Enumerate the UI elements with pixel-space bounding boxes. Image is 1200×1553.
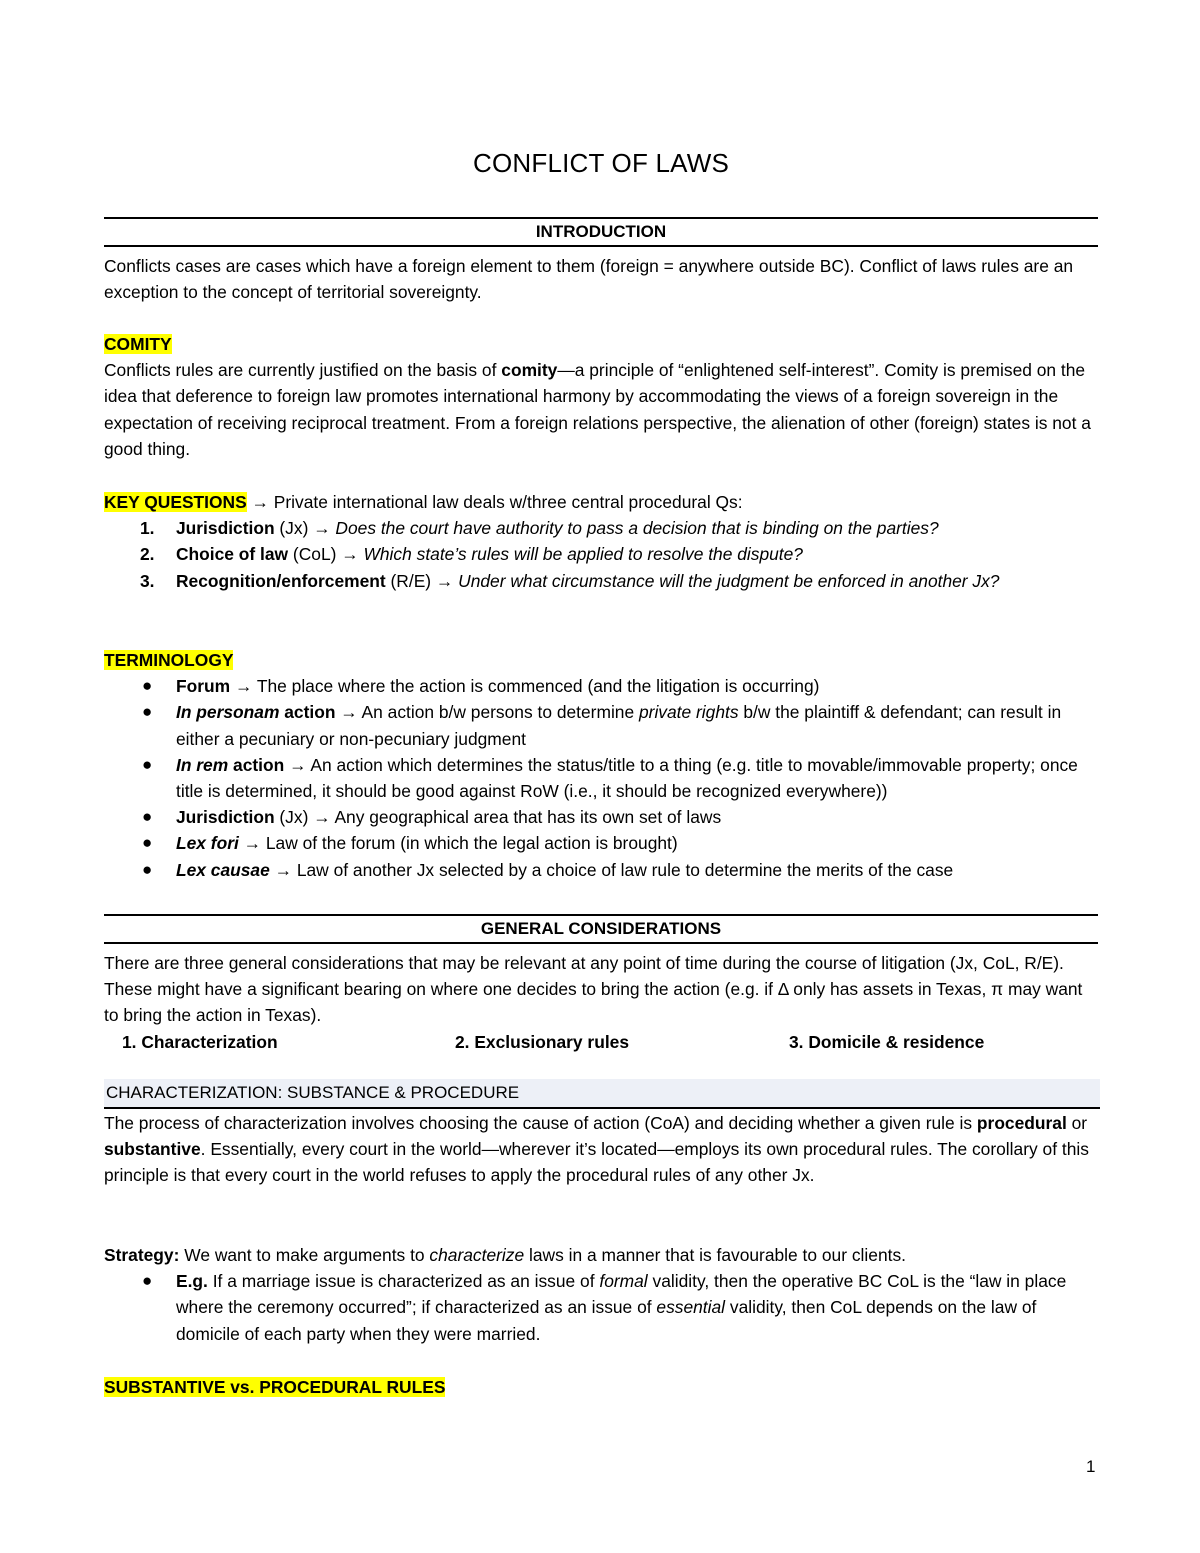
key-questions-section [104, 489, 1098, 594]
strategy-label: Strategy: [104, 1245, 180, 1265]
general-text: There are three general considerations that may be relevant at any point of time during the course of litigation (Jx, CoL, R/E). These might have a significant bearing on where one decides to bring the action (e.g. if Δ only has assets in Texas, π may want to bring the action in Texas). [104, 953, 1083, 1026]
key-questions-list [104, 515, 1098, 594]
list-item: ● Lex fori → Law of the forum (in which the legal action is brought) [142, 833, 678, 854]
list-item: ● E.g. If a marriage issue is characterized as an issue of formal validity, then the operative BC CoL is the “law in place where the ceremony occurred”; if characterized as an issue of essential validity, then CoL depends on the law of domicile of each party when they were married. [142, 1271, 1067, 1344]
characterization-paragraph: The process of characterization involves choosing the cause of action (CoA) and deciding whether a given rule is procedural or substantive. Essentially, every court in the world—wherever it’s located—employs its own procedural rules. The corollary of this principle is that every court in the world refuses to apply the procedural rules of any other Jx. [104, 1113, 1089, 1186]
list-item: 1. Jurisdiction (Jx) → Does the court have authority to pass a decision that is binding on the parties? [140, 518, 939, 539]
list-item: 3. Recognition/enforcement (R/E) → Under what circumstance will the judgment be enforced in another Jx? [140, 570, 1000, 591]
comity-label: COMITY [104, 334, 172, 354]
intro-paragraph [104, 253, 1098, 305]
substantive-procedural-label: SUBSTANTIVE vs. PROCEDURAL RULES [104, 1377, 446, 1397]
list-item: 1. Characterization [122, 1032, 278, 1052]
comity-section [104, 331, 1098, 462]
comity-paragraph: Conflicts rules are currently justified on the basis of comity—a principle of “enlightened self-interest”. Comity is premised on the idea that deference to foreign law promotes international harmony by accommodating the views of a foreign sovereign in the expectation of receiving reciprocal treatment. From a foreign relations perspective, the alienation of other (foreign) states is not a good thing. [104, 360, 1091, 459]
list-item: ● In rem action → An action which determines the status/title to a thing (e.g. title to movable/immovable property; once title is determined, it should be good against RoW (i.e., it should be recognized everywhere)) [142, 754, 1078, 802]
general-paragraph [104, 950, 1098, 1029]
terminology-list [104, 673, 1098, 883]
key-questions-intro: KEY QUESTIONS → Private international law deals w/three central procedural Qs: [104, 492, 743, 512]
section-heading-introduction: INTRODUCTION [104, 217, 1098, 247]
substantive-procedural-section [104, 1374, 1098, 1400]
list-item: ● Lex causae → Law of another Jx selected by a choice of law rule to determine the merits of the case [142, 859, 954, 880]
list-item: 2. Exclusionary rules [455, 1032, 629, 1052]
strategy-section: Strategy: We want to make arguments to characterize laws in a manner that is favourable to our clients. ● E.g. If a marriage issue is characterized as an issue of formal validity, then the operative BC CoL is the “law in place where the ceremony occurred”; if characterized as an issue of essential validity, then CoL depends on the law of domicile of each party when they were married. [104, 1242, 1098, 1347]
intro-text: Conflicts cases are cases which have a foreign element to them (foreign = anywhere outside BC). Conflict of laws rules are an exception to the concept of territorial sovereignty. [104, 256, 1074, 303]
list-item: ● Jurisdiction (Jx) → Any geographical area that has its own set of laws [142, 807, 722, 828]
section-heading-general-considerations: GENERAL CONSIDERATIONS [104, 914, 1098, 944]
strategy-list [104, 1268, 1098, 1347]
list-item: ● Forum → The place where the action is commenced (and the litigation is occurring) [142, 676, 820, 697]
list-item: 3. Domicile & residence [789, 1032, 985, 1052]
list-item: ● In personam action → An action b/w persons to determine private rights b/w the plaintiff & defendant; can result in either a pecuniary or non-pecuniary judgment [142, 702, 1062, 749]
terminology-section [104, 647, 1098, 883]
subsection-heading-characterization: CHARACTERIZATION: SUBSTANCE & PROCEDURE [104, 1079, 1100, 1109]
page-number: 1 [1086, 1457, 1096, 1476]
key-questions-label: KEY QUESTIONS [104, 492, 247, 512]
document-title: CONFLICT OF LAWS [472, 148, 729, 178]
terminology-label: TERMINOLOGY [104, 650, 234, 670]
list-item: 2. Choice of law (CoL) → Which state’s rules will be applied to resolve the dispute? [140, 544, 803, 565]
